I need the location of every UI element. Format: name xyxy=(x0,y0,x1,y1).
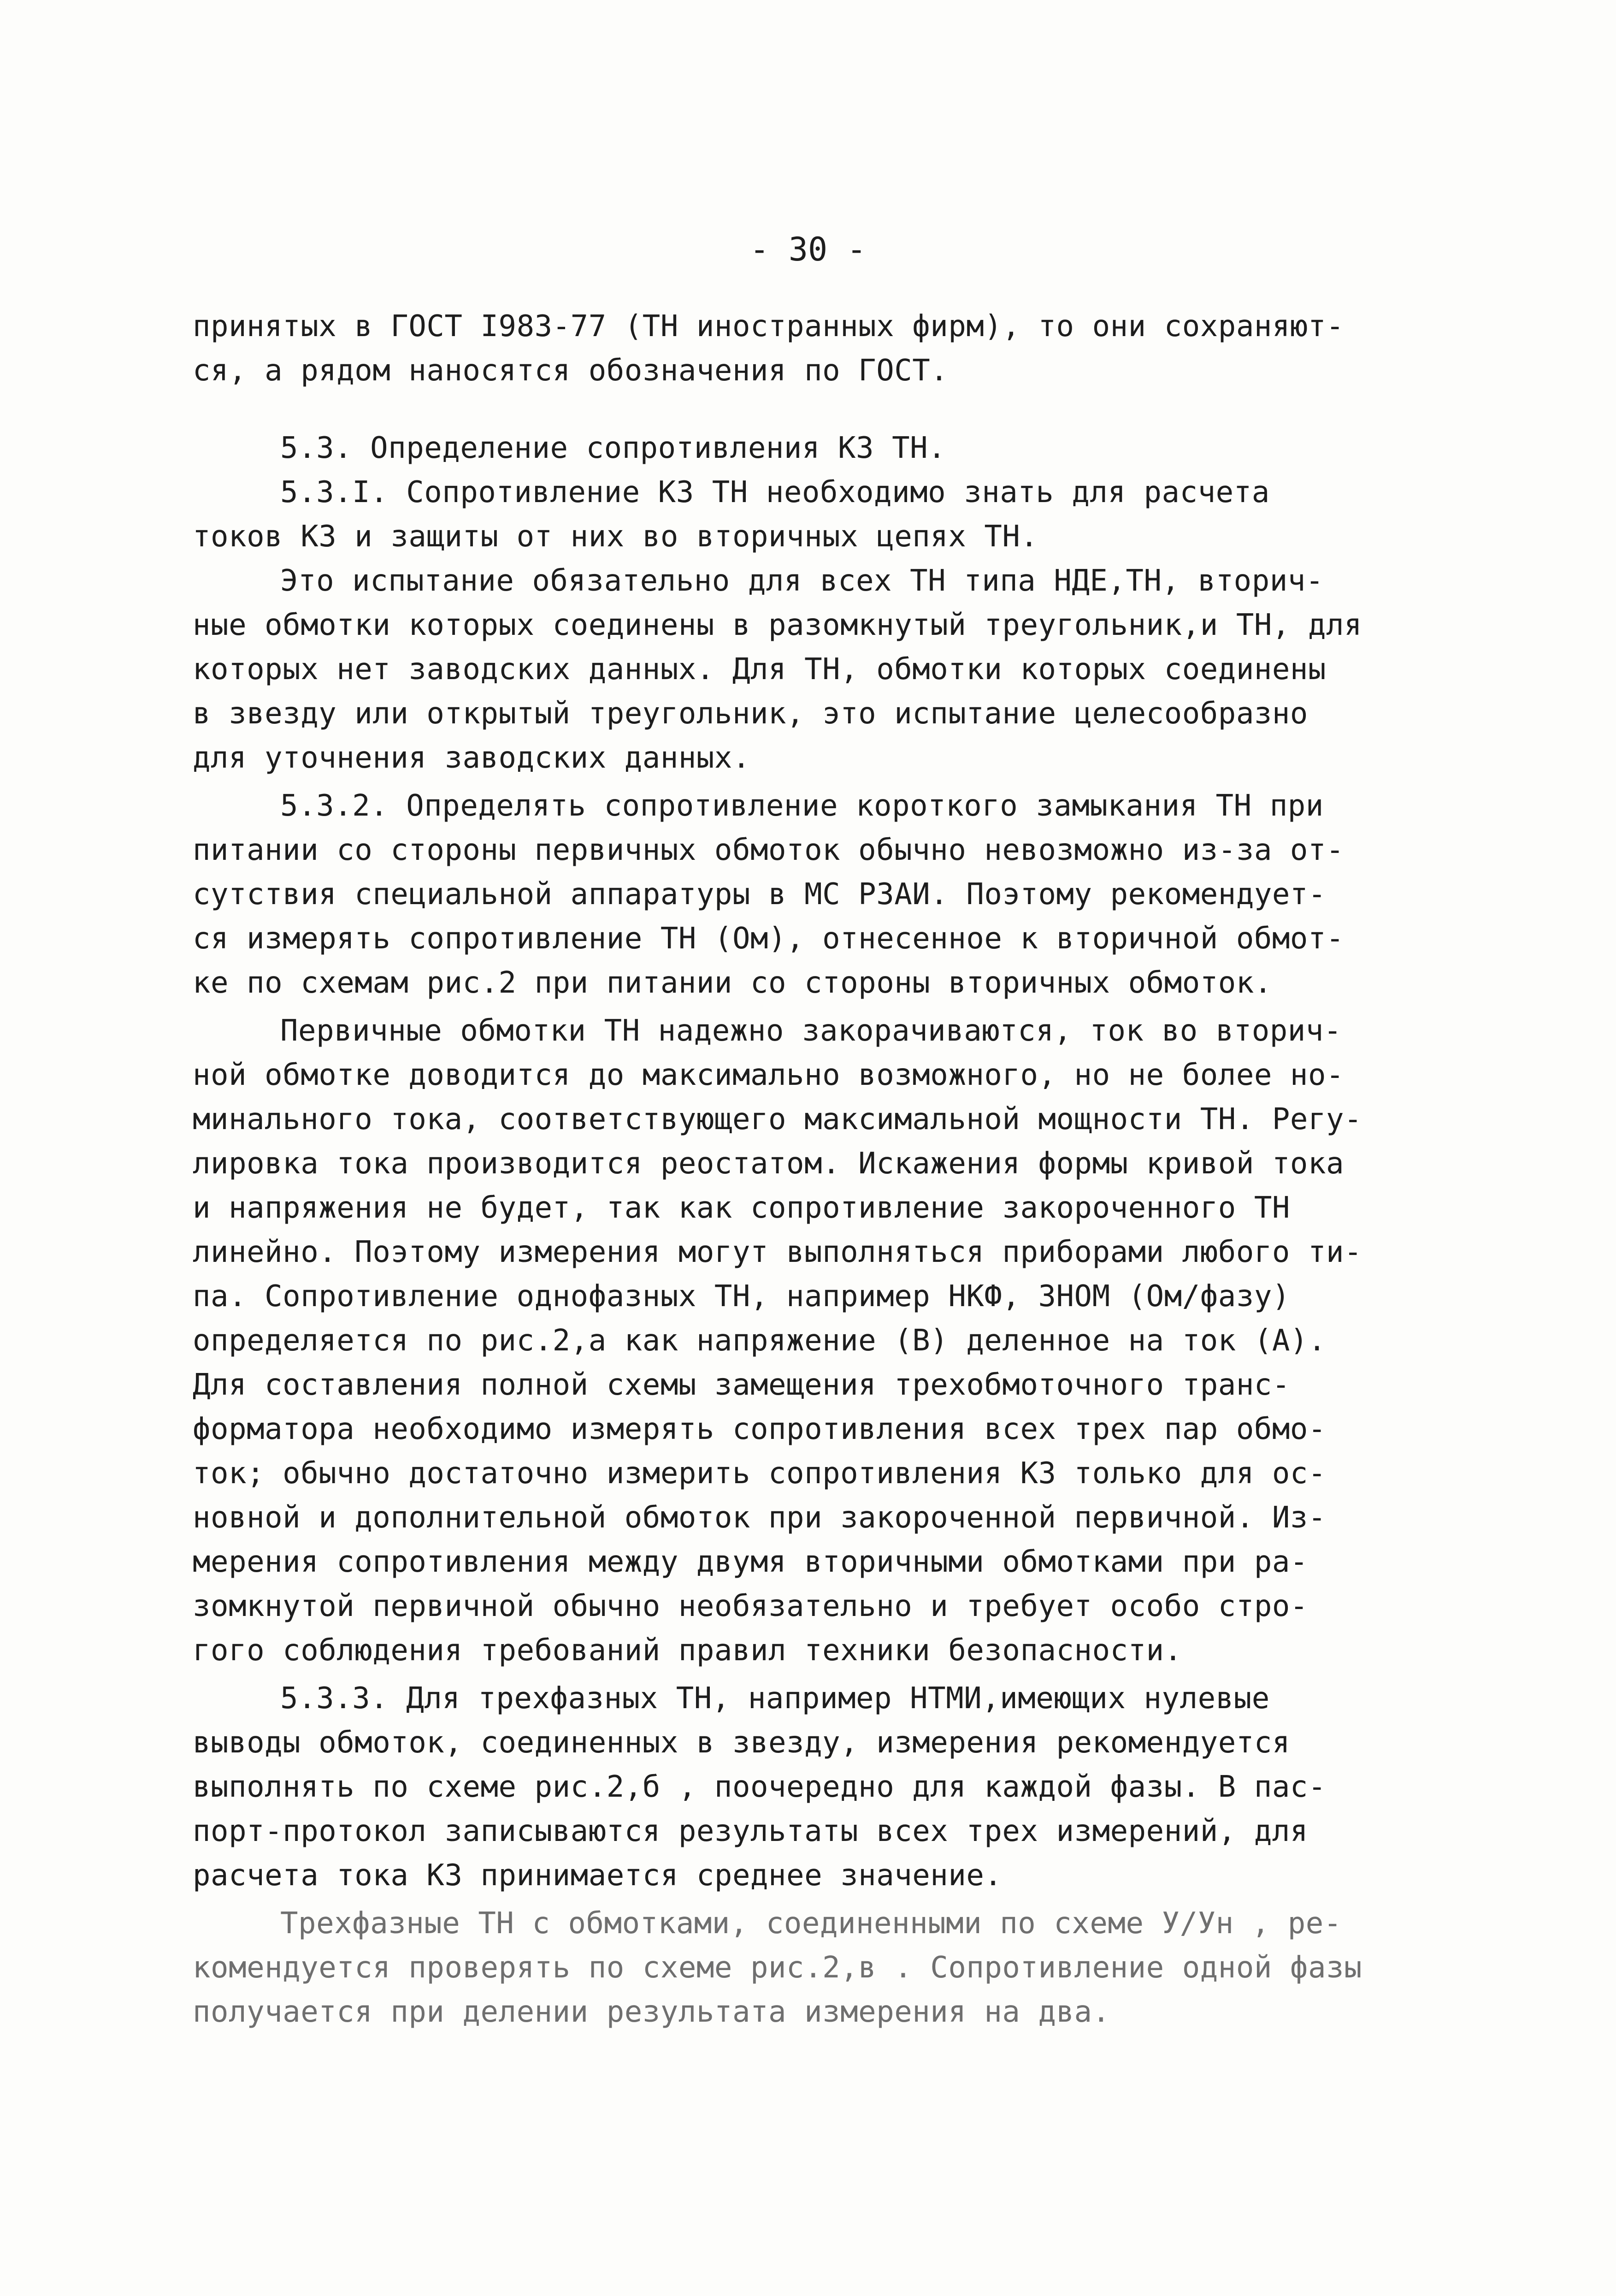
text-line: Трехфазные ТН с обмотками, соединенными по схеме У/Ун , ре- xyxy=(280,1906,1342,1941)
text-line: принятых в ГОСТ I983-77 (ТН иностранных фирм), то они сохраняют- xyxy=(193,309,1344,343)
text-line: в звезду или открытый треугольник, это испытание целесообразно xyxy=(193,697,1308,731)
text-line: комендуется проверять по схеме рис.2,в . Сопротивление одной фазы xyxy=(193,1951,1362,1985)
text-line: зомкнутой первичной обычно необязательно и требует особо стро- xyxy=(193,1589,1308,1623)
text-line: Это испытание обязательно для всех ТН типа НДЕ,ТН, вторич- xyxy=(280,564,1324,598)
text-line: 5.3.2. Определять сопротивление короткого замыкания ТН при xyxy=(280,789,1324,823)
text-line: ся, а рядом наносятся обозначения по ГОСТ. xyxy=(193,354,949,388)
text-line: Первичные обмотки ТН надежно закорачиваются, ток во вторич- xyxy=(280,1014,1342,1048)
text-line: сутствия специальной аппаратуры в МС РЗАИ. Поэтому рекомендует- xyxy=(193,877,1326,911)
text-line: которых нет заводских данных. Для ТН, обмотки которых соединены xyxy=(193,652,1326,686)
text-line: ной обмотке доводится до максимально возможного, но не более но- xyxy=(193,1058,1344,1092)
text-line: и напряжения не будет, так как сопротивление закороченного ТН xyxy=(193,1191,1290,1225)
text-line: ке по схемам рис.2 при питании со стороны вторичных обмоток. xyxy=(193,966,1272,1000)
text-line: минального тока, соответствующего максимальной мощности ТН. Регу- xyxy=(193,1102,1362,1136)
text-line: токов КЗ и защиты от них во вторичных цепях ТН. xyxy=(193,520,1038,554)
text-line: 5.3.I. Сопротивление КЗ ТН необходимо знать для расчета xyxy=(280,475,1270,509)
text-line: новной и дополнительной обмоток при закороченной первичной. Из- xyxy=(193,1501,1326,1535)
text-line: выводы обмоток, соединенных в звезду, измерения рекомендуется xyxy=(193,1726,1290,1760)
text-line: лировка тока производится реостатом. Искажения формы кривой тока xyxy=(193,1147,1344,1181)
text-line: определяется по рис.2,а как напряжение (В) деленное на ток (А). xyxy=(193,1324,1326,1358)
text-line: мерения сопротивления между двумя вторичными обмотками при ра- xyxy=(193,1545,1308,1579)
text-line: для уточнения заводских данных. xyxy=(193,741,750,775)
text-line: гого соблюдения требований правил техники безопасности. xyxy=(193,1633,1182,1668)
page-number: - 30 - xyxy=(749,231,867,268)
text-line: получается при делении результата измерения на два. xyxy=(193,1995,1110,2029)
text-line: линейно. Поэтому измерения могут выполняться приборами любого ти- xyxy=(193,1235,1362,1269)
text-line: ток; обычно достаточно измерить сопротивления КЗ только для ос- xyxy=(193,1456,1326,1491)
text-line: Для составления полной схемы замещения трехобмоточного транс- xyxy=(193,1368,1290,1402)
text-line: форматора необходимо измерять сопротивления всех трех пар обмо- xyxy=(193,1412,1326,1446)
text-line: питании со стороны первичных обмоток обычно невозможно из-за от- xyxy=(193,833,1344,867)
section-heading: 5.3. Определение сопротивления КЗ ТН. xyxy=(280,431,946,465)
text-line: па. Сопротивление однофазных ТН, например НКФ, ЗНОМ (Ом/фазу) xyxy=(193,1279,1290,1314)
text-line: расчета тока КЗ принимается среднее значение. xyxy=(193,1858,1003,1893)
text-line: 5.3.3. Для трехфазных ТН, например НТМИ,имеющих нулевые xyxy=(280,1681,1270,1716)
text-line: выполнять по схеме рис.2,б , поочередно для каждой фазы. В пас- xyxy=(193,1770,1326,1804)
text-line: ные обмотки которых соединены в разомкнутый треугольник,и ТН, для xyxy=(193,608,1362,642)
text-line: порт-протокол записываются результаты всех трех измерений, для xyxy=(193,1814,1308,1848)
text-line: ся измерять сопротивление ТН (Ом), отнесенное к вторичной обмот- xyxy=(193,922,1344,956)
